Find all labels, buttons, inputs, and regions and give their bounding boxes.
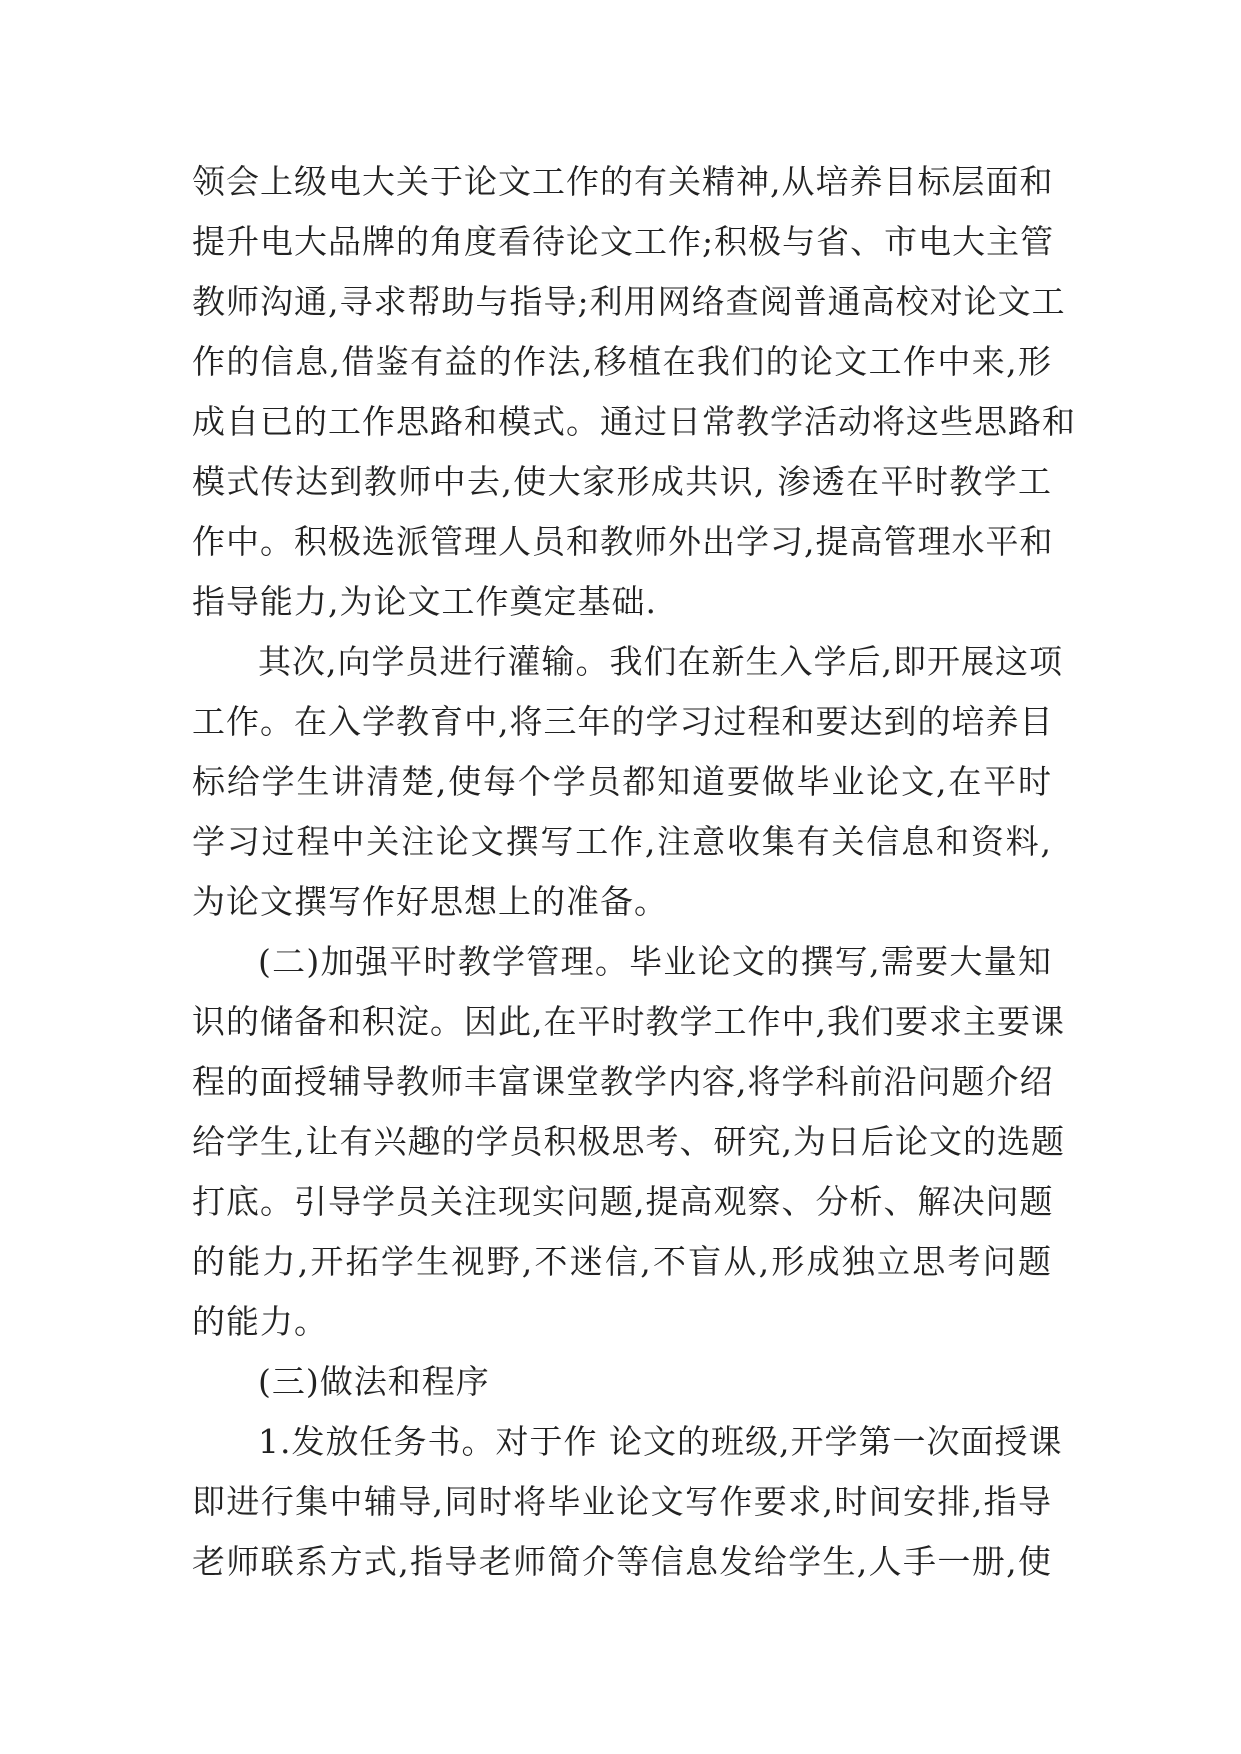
text-line: (二)加强平时教学管理。毕业论文的撰写,需要大量知: [258, 942, 1052, 981]
text-line: 给学生,让有兴趣的学员积极思考、研究,为日后论文的选题: [192, 1122, 1065, 1161]
text-line: 标给学生讲清楚,使每个学员都知道要做毕业论文,在平时: [192, 762, 1052, 801]
text-line: 模式传达到教师中去,使大家形成共识, 渗透在平时教学工: [192, 462, 1052, 501]
text-line: 1.发放任务书。对于作 论文的班级,开学第一次面授课: [258, 1422, 1063, 1461]
text-line: 程的面授辅导教师丰富课堂教学内容,将学科前沿问题介绍: [192, 1062, 1054, 1101]
text-line: 工作。在入学教育中,将三年的学习过程和要达到的培养目: [192, 702, 1054, 741]
text-line: 教师沟通,寻求帮助与指导;利用网络查阅普通高校对论文工: [192, 282, 1066, 321]
text-line: 的能力,开拓学生视野,不迷信,不盲从,形成独立思考问题: [192, 1242, 1052, 1281]
text-line: 的能力。: [192, 1302, 328, 1341]
text-line: 为论文撰写作好思想上的准备。: [192, 882, 668, 921]
text-line: 识的储备和积淀。因此,在平时教学工作中,我们要求主要课: [192, 1002, 1065, 1041]
text-line: 提升电大品牌的角度看待论文工作;积极与省、市电大主管: [192, 222, 1055, 261]
text-line: 成自已的工作思路和模式。通过日常教学活动将这些思路和: [192, 402, 1076, 441]
text-line: (三)做法和程序: [258, 1362, 490, 1401]
text-line: 作的信息,借鉴有益的作法,移植在我们的论文工作中来,形: [192, 342, 1052, 381]
text-line: 领会上级电大关于论文工作的有关精神,从培养目标层面和: [192, 162, 1054, 201]
text-line: 学习过程中关注论文撰写工作,注意收集有关信息和资料,: [192, 822, 1052, 861]
text-line: 即进行集中辅导,同时将毕业论文写作要求,时间安排,指导: [192, 1482, 1052, 1521]
text-line: 作中。积极选派管理人员和教师外出学习,提高管理水平和: [192, 522, 1054, 561]
text-line: 打底。引导学员关注现实问题,提高观察、分析、解决问题: [192, 1182, 1054, 1221]
body-text: [192, 152, 1076, 1592]
text-line: 其次,向学员进行灌输。我们在新生入学后,即开展这项: [258, 642, 1063, 681]
text-line: 指导能力,为论文工作奠定基础.: [192, 582, 657, 621]
text-line: 老师联系方式,指导老师简介等信息发给学生,人手一册,使: [192, 1542, 1052, 1581]
